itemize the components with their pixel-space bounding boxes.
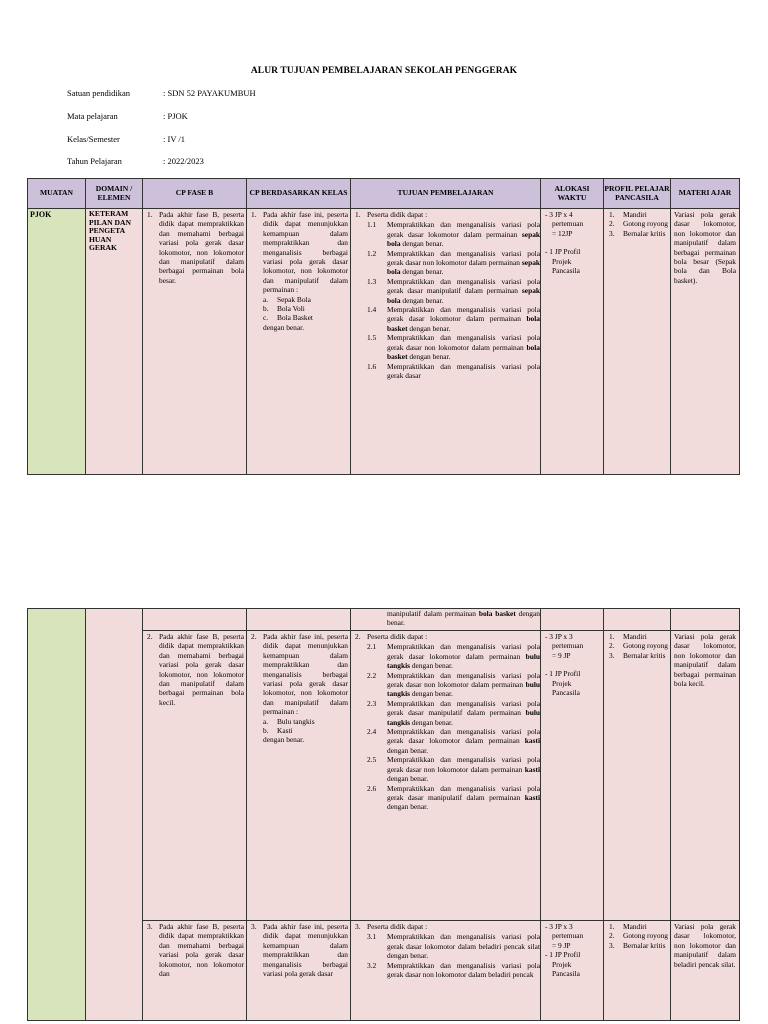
- materi-cell: [671, 921, 740, 1021]
- alokasi-line: pertemuan: [552, 219, 584, 229]
- tp-game: bulu tangkis: [387, 651, 540, 671]
- game-item: Sepak Bola: [277, 294, 311, 304]
- meta-label: Mata pelajaran: [67, 111, 118, 121]
- cp-fase-text: Pada akhir fase B, peserta didik dapat mempraktikkan dan memahami berbagai variasi pola gerak dasar lokomotor, non lokomotor dan manipulatif dalam berbagai permainan bola besar.: [159, 210, 244, 285]
- tp-text: Mempraktikkan dan menganalisis variasi pola gerak dasar manipulatif dalam permainan: [387, 783, 540, 802]
- list-number: 2.: [251, 632, 257, 641]
- tp-tail: dengan benar.: [410, 689, 453, 699]
- atp-table-bottom: [27, 608, 740, 1021]
- tp-text: Mempraktikkan dan menganalisis variasi pola gerak dasar non lokomotor dalam beladiri pencak: [387, 960, 540, 980]
- tp-number: 1.1: [367, 220, 377, 230]
- materi-cell: [671, 609, 740, 631]
- tp-game: bola basket: [387, 314, 540, 333]
- profil-text: Mandiri: [623, 210, 647, 219]
- list-letter: a.: [263, 294, 269, 304]
- tp-text: manipulatif dalam permainan: [387, 609, 479, 618]
- alokasi-line: - 1 JP Profil: [545, 247, 581, 257]
- domain-text: KETERAM PILAN DAN PENGETA HUAN GERAK: [89, 209, 131, 253]
- game-item: Bulu tangkis: [277, 716, 315, 726]
- profil-cell: [604, 921, 671, 1021]
- tp-item: [351, 727, 540, 755]
- tp-item-continued: [351, 609, 540, 628]
- cp-fase-cell: [143, 609, 247, 631]
- tp-game: bulu tangkis: [387, 680, 540, 699]
- alokasi-line: Pancasila: [552, 266, 580, 276]
- profil-text: Gotong royong: [623, 641, 668, 651]
- materi-cell: [671, 209, 740, 475]
- materi-text: Variasi pola gerak dasar lokomotor, non lokomotor dan manipulatif dalam berbagai permainan bola besar (Sepak bola dan Bola basket).: [674, 210, 736, 285]
- meta-satuan: [67, 88, 256, 98]
- tp-item: [351, 755, 540, 783]
- alokasi-line: Pancasila: [552, 688, 580, 698]
- cp-fase-cell: [143, 921, 247, 1021]
- meta-value: : IV /1: [163, 134, 186, 144]
- atp-table-top: [27, 178, 740, 475]
- alokasi-line: = 9 JP: [552, 650, 571, 660]
- list-letter: a.: [263, 716, 269, 726]
- list-number: 1.: [251, 210, 257, 219]
- domain-cell: [86, 609, 143, 1021]
- list-number: 1.: [609, 210, 615, 219]
- tp-text: Mempraktikkan dan menganalisis variasi pola gerak dasar non lokomotor dalam permainan: [387, 670, 540, 690]
- alokasi-line: = 9 JP: [552, 940, 571, 950]
- header-domain: DOMAIN / ELEMEN: [86, 179, 143, 209]
- profil-item: [606, 229, 668, 238]
- tp-number: 2.6: [367, 783, 377, 793]
- tp-tail: dengan benar.: [410, 717, 453, 727]
- profil-item: [606, 922, 668, 931]
- cp-kelas-text: Pada akhir fase ini, peserta didik dapat menunjukkan kemampuan dalam mempraktikkan dan menganalisis berbagai variasi pola gerak dasar: [263, 922, 348, 979]
- tp-number: 1.3: [367, 276, 377, 286]
- tp-item: [351, 932, 540, 960]
- game-item: Bola Basket: [277, 313, 313, 323]
- cp-kelas-cell: [247, 209, 351, 475]
- profil-text: Bernalar kritis: [623, 940, 666, 950]
- header-materi: MATERI AJAR: [671, 179, 740, 209]
- meta-value: : SDN 52 PAYAKUMBUH: [163, 88, 256, 98]
- tujuan-cell: [351, 921, 541, 1021]
- profil-text: Gotong royong: [623, 931, 668, 941]
- header-profil: PROFIL PELAJAR PANCASILA: [604, 179, 671, 209]
- tp-item: [351, 699, 540, 727]
- profil-text: Bernalar kritis: [623, 650, 666, 660]
- list-number: 3.: [147, 922, 153, 931]
- tp-number: 3.1: [367, 932, 377, 942]
- alokasi-line: = 12JP: [552, 228, 573, 238]
- meta-label: Satuan pendidikan: [67, 88, 131, 98]
- profil-item: [606, 632, 668, 641]
- list-number: 3.: [609, 650, 615, 660]
- alokasi-line: Projek: [552, 959, 572, 969]
- list-number: 3.: [609, 228, 615, 238]
- tp-game: kasti: [524, 792, 540, 802]
- list-number: 3.: [355, 922, 361, 931]
- tp-text: Mempraktikkan dan menganalisis variasi pola gerak dasar non lokomotor dalam permainan: [387, 248, 540, 268]
- list-number: 2.: [147, 632, 153, 641]
- table-header-row: [28, 179, 740, 209]
- header-tujuan: TUJUAN PEMBELAJARAN: [351, 179, 541, 209]
- tujuan-cell: [351, 631, 541, 921]
- document-page-1: [0, 0, 768, 490]
- cp-fase-text: Pada akhir fase B, peserta didik dapat mempraktikkan dan memahami berbagai variasi pola gerak dasar lokomotor, non lokomotor dan manipulatif dalam berbagai permainan bola kecil.: [159, 632, 244, 707]
- tujuan-cell: [351, 209, 541, 475]
- list-letter: b.: [263, 304, 269, 314]
- cp-fase-text: Pada akhir fase B, peserta didik dapat mempraktikkan dan memahami berbagai variasi pola gerak dasar lokomotor, non lokomotor dan: [159, 922, 244, 979]
- list-number: 2.: [609, 219, 615, 229]
- meta-mapel: [67, 111, 188, 121]
- profil-text: Mandiri: [623, 922, 647, 931]
- tp-text: Mempraktikkan dan menganalisis variasi pola gerak dasar lokomotor dalam permainan: [387, 727, 540, 746]
- cp-kelas-text: Pada akhir fase ini, peserta didik dapat menunjukkan kemampuan dalam mempraktikkan dan menganalisis berbagai variasi pola gerak dasar lokomotor, non lokomotor dan manipulatif dalam permainan :: [263, 632, 348, 717]
- tp-item: [351, 305, 540, 333]
- alokasi-line: - 1 JP Profil: [545, 669, 581, 679]
- tp-tail: dengan benar.: [400, 267, 444, 277]
- tp-number: 1.2: [367, 248, 377, 258]
- list-number: 2.: [355, 632, 361, 641]
- tp-game: bulu tangkis: [387, 708, 540, 727]
- alokasi-line: pertemuan: [552, 931, 584, 941]
- profil-cell: [604, 631, 671, 921]
- meta-tahun: [67, 156, 204, 166]
- materi-text: Variasi pola gerak dasar lokomotor, non lokomotor dan manipulatif dalam berbagai permainan bola kecil.: [674, 632, 736, 689]
- tp-game: kasti: [524, 736, 540, 746]
- meta-value: : PJOK: [163, 111, 188, 121]
- alokasi-line: Pancasila: [552, 969, 580, 979]
- cp-kelas-cell: [247, 631, 351, 921]
- domain-cell: [86, 209, 143, 475]
- list-number: 3.: [609, 940, 615, 950]
- tp-intro: Peserta didik dapat :: [367, 632, 428, 641]
- profil-text: Bernalar kritis: [623, 228, 666, 238]
- list-letter: b.: [263, 726, 269, 736]
- tp-tail: dengan benar.: [400, 239, 444, 249]
- list-number: 1.: [355, 210, 361, 219]
- meta-value: : 2022/2023: [163, 156, 204, 166]
- cp-kelas-cell: [247, 921, 351, 1021]
- tp-number: 1.4: [367, 305, 377, 315]
- list-number: 1.: [609, 922, 615, 931]
- cp-kelas-tail: dengan benar.: [263, 735, 305, 745]
- tp-text: Mempraktikkan dan menganalisis variasi pola gerak dasar non lokomotor dalam permainan: [387, 333, 540, 352]
- list-number: 1.: [609, 632, 615, 641]
- tp-item: [351, 362, 540, 381]
- tp-game: bola basket: [387, 342, 540, 362]
- tp-number: 3.2: [367, 960, 377, 970]
- tp-number: 1.5: [367, 333, 377, 343]
- tp-tail: dengan benar.: [387, 609, 540, 628]
- list-number: 2.: [609, 931, 615, 941]
- list-number: 1.: [147, 210, 153, 219]
- cp-fase-cell: [143, 631, 247, 921]
- tp-game: kasti: [524, 764, 540, 774]
- alokasi-cell: [541, 609, 604, 631]
- tp-tail: dengan benar.: [400, 295, 444, 305]
- profil-item: [606, 219, 668, 228]
- alokasi-cell: [541, 921, 604, 1021]
- profil-item: [606, 210, 668, 219]
- tp-number: 2.3: [367, 698, 377, 708]
- tp-item: [351, 249, 540, 277]
- profil-item: [606, 941, 668, 950]
- tp-item: [351, 671, 540, 699]
- tp-text: Mempraktikkan dan menganalisis variasi pola gerak dasar manipulatif dalam permainan: [387, 276, 540, 296]
- profil-text: Mandiri: [623, 632, 647, 641]
- list-number: 3.: [251, 922, 257, 931]
- tp-intro: Peserta didik dapat :: [367, 210, 428, 219]
- alokasi-line: Projek: [552, 256, 572, 266]
- alokasi-line: Projek: [552, 678, 572, 688]
- profil-cell: [604, 609, 671, 631]
- alokasi-cell: [541, 631, 604, 921]
- meta-label: Kelas/Semester: [67, 134, 120, 144]
- tp-text: Mempraktikkan dan menganalisis variasi pola gerak dasar: [387, 361, 540, 380]
- cp-kelas-cell: [247, 609, 351, 631]
- document-page-2: [0, 606, 768, 1024]
- tp-number: 1.6: [367, 361, 377, 371]
- profil-item: [606, 641, 668, 650]
- profil-item: [606, 651, 668, 660]
- materi-text: Variasi pola gerak dasar lokomotor, non lokomotor dan manipulatif dalam beladiri pencak silat.: [674, 922, 736, 969]
- profil-cell: [604, 209, 671, 475]
- tp-text: Mempraktikkan dan menganalisis variasi pola gerak dasar lokomotor dalam permainan: [387, 642, 540, 661]
- tp-tail: dengan benar.: [407, 352, 451, 362]
- tp-game: sepak bola: [387, 286, 540, 305]
- alokasi-line: pertemuan: [552, 641, 584, 651]
- tp-game: sepak bola: [387, 258, 540, 277]
- tp-text: Mempraktikkan dan menganalisis variasi pola gerak dasar manipulatif dalam permainan: [387, 698, 540, 718]
- alokasi-cell: [541, 209, 604, 475]
- list-letter: c.: [263, 313, 269, 323]
- tp-item: [351, 961, 540, 980]
- alokasi-line: - 3 JP x 3: [545, 922, 573, 931]
- cp-fase-cell: [143, 209, 247, 475]
- header-cp-fase: CP FASE B: [143, 179, 247, 209]
- header-muatan: MUATAN: [28, 179, 86, 209]
- game-item: Kasti: [277, 726, 293, 736]
- tp-tail: dengan benar.: [410, 661, 453, 671]
- cp-kelas-tail: dengan benar.: [263, 322, 305, 332]
- tp-tail: dengan benar.: [387, 745, 429, 755]
- tujuan-cell: [351, 609, 541, 631]
- materi-cell: [671, 631, 740, 921]
- profil-text: Gotong royong: [623, 219, 668, 229]
- list-number: 2.: [609, 641, 615, 651]
- tp-text: Mempraktikkan dan menganalisis variasi pola gerak dasar lokomotor dalam beladiri pencak silat dengan benar.: [387, 932, 540, 961]
- muatan-cell: [28, 609, 86, 1021]
- cp-kelas-text: Pada akhir fase ini, peserta didik dapat menunjukkan kemampuan dalam mempraktikkan dan menganalisis berbagai variasi pola gerak dasar lokomotor, non lokomotor dan manipulatif dalam permainan :: [263, 210, 348, 295]
- tp-game: sepak bola: [387, 229, 540, 249]
- alokasi-line: - 3 JP x 3: [545, 632, 573, 641]
- tp-item: [351, 277, 540, 305]
- header-cp-kelas: CP BERDASARKAN KELAS: [247, 179, 351, 209]
- tp-item: [351, 333, 540, 361]
- tp-intro: Peserta didik dapat :: [367, 922, 428, 931]
- document-title: ALUR TUJUAN PEMBELAJARAN SEKOLAH PENGGERAK: [250, 66, 518, 76]
- muatan-text: PJOK: [30, 210, 52, 219]
- tp-number: 2.2: [367, 670, 377, 680]
- tp-tail: dengan benar.: [387, 802, 429, 812]
- alokasi-line: - 1 JP Profil: [545, 950, 581, 960]
- tp-tail: dengan benar.: [387, 774, 429, 784]
- tp-item: [351, 784, 540, 812]
- meta-kelas: [67, 134, 185, 144]
- table-row: [28, 209, 740, 475]
- tp-text: Mempraktikkan dan menganalisis variasi pola gerak dasar lokomotor dalam permainan: [387, 305, 540, 324]
- tp-game: bola basket: [478, 609, 516, 618]
- tp-item: [351, 642, 540, 670]
- tp-number: 2.4: [367, 727, 377, 737]
- alokasi-line: - 3 JP x 4: [545, 210, 573, 219]
- tp-text: Mempraktikkan dan menganalisis variasi pola gerak dasar non lokomotor dalam permainan: [387, 755, 540, 774]
- tp-number: 2.5: [367, 755, 377, 765]
- tp-text: Mempraktikkan dan menganalisis variasi pola gerak dasar lokomotor dalam permainan: [387, 220, 540, 239]
- profil-item: [606, 931, 668, 940]
- muatan-cell: [28, 209, 86, 475]
- table-row: [28, 609, 740, 631]
- tp-tail: dengan benar.: [407, 323, 451, 333]
- tp-number: 2.1: [367, 642, 377, 652]
- header-alokasi: ALOKASI WAKTU: [541, 179, 604, 209]
- meta-label: Tahun Pelajaran: [67, 156, 122, 166]
- game-item: Bola Voli: [277, 304, 305, 314]
- tp-item: [351, 220, 540, 248]
